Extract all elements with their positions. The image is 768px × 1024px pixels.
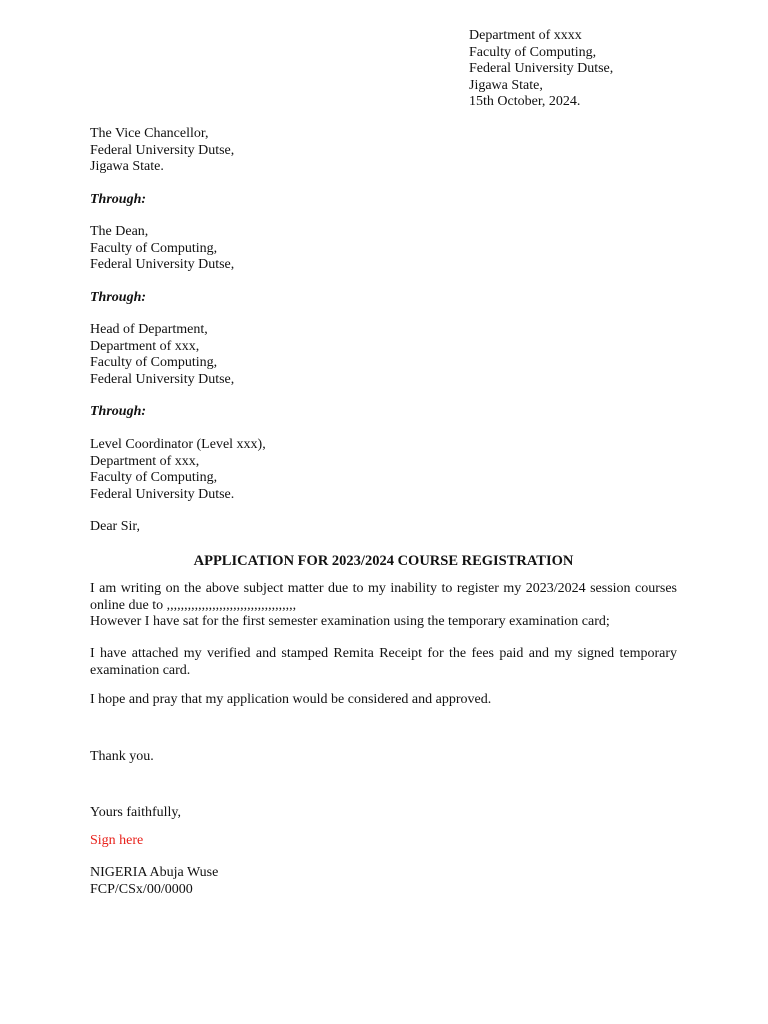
through-dean-address [90,224,234,274]
body-paragraph-1 [90,581,677,631]
recipient-university: Federal University Dutse, [90,142,235,158]
complimentary-close: Yours faithfully, [90,805,182,820]
signer-name: NIGERIA Abuja Wuse [90,865,219,880]
signer-details [90,865,218,898]
signer-reg-number: FCP/CSx/00/0000 [90,881,193,897]
through-label-1: Through: [90,192,147,207]
through-hod-address [90,322,234,388]
through-label-3: Through: [90,404,147,419]
dean-university: Federal University Dutse, [90,257,235,272]
sender-university: Federal University Dutse, [469,61,614,76]
letter-date: 15th October, 2024. [469,94,581,109]
hod-faculty: Faculty of Computing, [90,355,218,370]
dean-title: The Dean, [90,224,149,239]
sender-faculty: Faculty of Computing, [469,44,597,60]
hod-department: Department of xxx, [90,338,200,354]
sender-address [469,28,613,111]
coordinator-department: Department of xxx, [90,453,200,469]
coordinator-title: Level Coordinator (Level xxx), [90,437,266,452]
body-paragraph-2: I have attached my verified and stamped Remita Receipt for the fees paid and my signed temporary examination card. [90,646,677,678]
signature-placeholder: Sign here [90,833,144,848]
thank-you-line: Thank you. [90,749,154,764]
coordinator-university: Federal University Dutse. [90,486,235,502]
subject-heading: APPLICATION FOR 2023/2024 COURSE REGISTRATION [193,553,574,569]
coordinator-faculty: Faculty of Computing, [90,470,218,485]
through-label-2: Through: [90,290,147,305]
hod-title: Head of Department, [90,322,208,337]
salutation: Dear Sir, [90,519,140,534]
through-coordinator-address [90,437,266,503]
recipient-address [90,126,234,176]
body-paragraph-1-continuation: However I have sat for the first semester examination using the temporary examination card; [90,614,610,629]
body-paragraph-1-text: I am writing on the above subject matter due to my inability to register my 2023/2024 session courses online due to ,,,,,,,,,,,,,,,,,,,,,,,,,,,,,,,,,,,,, [90,581,677,613]
sender-department: Department of xxxx [469,28,582,43]
body-paragraph-3: I hope and pray that my application would be considered and approved. [90,692,492,707]
hod-university: Federal University Dutse, [90,371,235,387]
sender-state: Jigawa State, [469,77,543,93]
dean-faculty: Faculty of Computing, [90,240,218,256]
recipient-title: The Vice Chancellor, [90,126,209,141]
recipient-state: Jigawa State. [90,159,164,174]
